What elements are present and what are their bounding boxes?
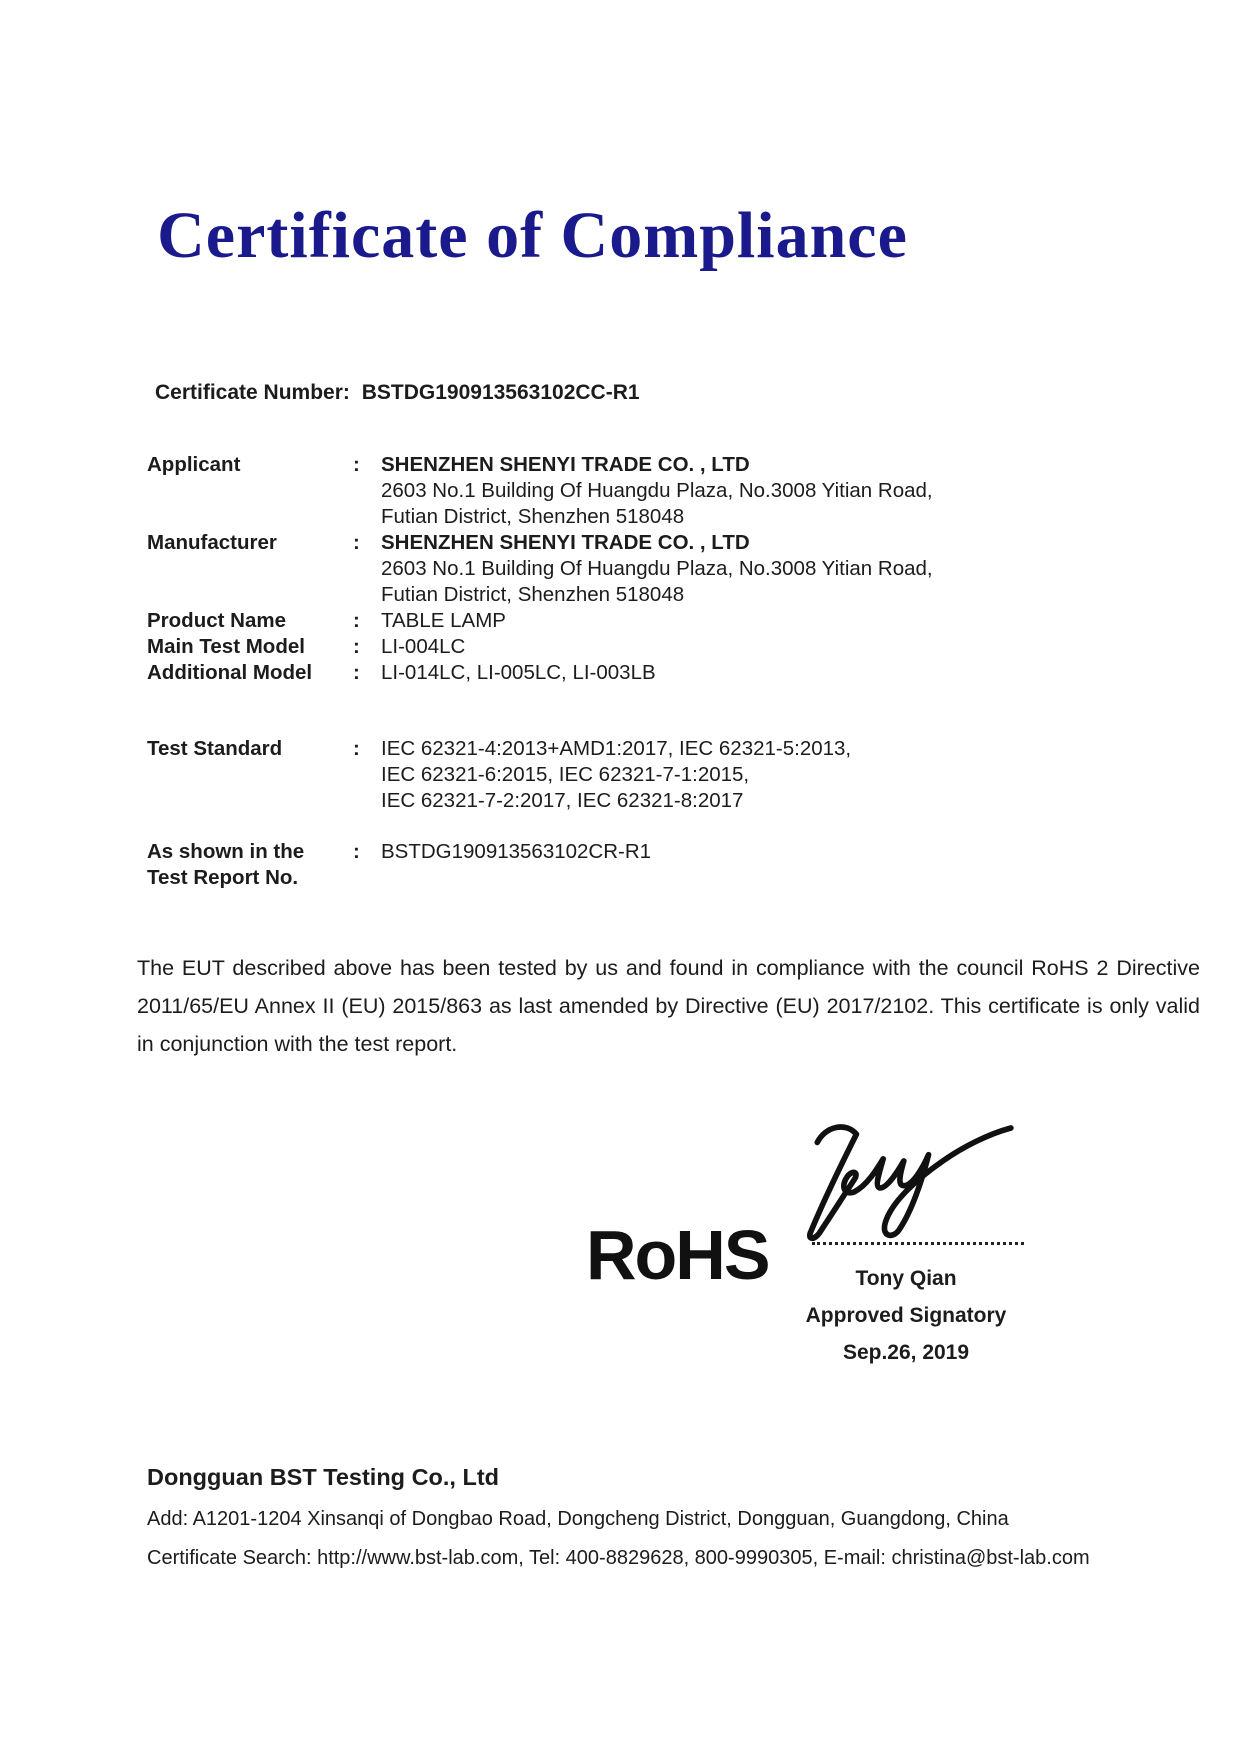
- colon-separator: :: [353, 737, 360, 760]
- field-row-test-report: [147, 839, 1107, 891]
- test-standard-line3: IEC 62321-7-2:2017, IEC 62321-8:2017: [381, 789, 744, 812]
- test-report-value: BSTDG190913563102CR-R1: [381, 840, 652, 863]
- applicant-value: [381, 452, 1107, 530]
- test-standard-line1: IEC 62321-4:2013+AMD1:2017, IEC 62321-5:2013,: [381, 737, 852, 760]
- lab-address: Add: A1201-1204 Xinsanqi of Dongbao Road, Dongcheng District, Dongguan, Guangdong, China: [147, 1508, 1009, 1530]
- signatory-title: Approved Signatory: [805, 1304, 1007, 1327]
- field-row-main-test-model: [147, 634, 1107, 660]
- lab-contact-line: Certificate Search: http://www.bst-lab.com, Tel: 400-8829628, 800-9990305, E-mail: christina@bst-lab.com: [147, 1547, 1090, 1569]
- signature-date: Sep.26, 2019: [842, 1341, 970, 1364]
- test-report-label: [147, 839, 353, 891]
- test-report-label-line1: As shown in the: [147, 840, 305, 863]
- applicant-name: SHENZHEN SHENYI TRADE CO. , LTD: [381, 453, 750, 476]
- section-gap: [147, 686, 1107, 736]
- colon-separator: :: [353, 635, 360, 658]
- signature-line: [812, 1228, 1024, 1245]
- test-standard-label: Test Standard: [147, 737, 283, 760]
- certificate-fields: [147, 452, 1107, 891]
- field-row-test-standard: [147, 736, 1107, 814]
- additional-model-label: Additional Model: [147, 661, 313, 684]
- handwritten-signature: [772, 1114, 1050, 1246]
- manufacturer-value: [381, 530, 1107, 608]
- compliance-statement: The EUT described above has been tested by us and found in compliance with the council RoHS 2 Directive 2011/65/EU Annex II (EU) 2015/863 as last amended by Directive (EU) 2017/2102. This certificate is only valid in conjunction with the test report.: [137, 956, 1200, 1056]
- manufacturer-address-line1: 2603 No.1 Building Of Huangdu Plaza, No.3008 Yitian Road,: [381, 557, 933, 580]
- manufacturer-address-line2: Futian District, Shenzhen 518048: [381, 583, 685, 606]
- colon-separator: :: [353, 531, 360, 554]
- field-row-applicant: [147, 452, 1107, 530]
- colon-separator: :: [353, 840, 360, 863]
- manufacturer-label: Manufacturer: [147, 531, 277, 554]
- product-name-label: Product Name: [147, 609, 286, 632]
- main-test-model-label: Main Test Model: [147, 635, 305, 658]
- page-title: Certificate of Compliance: [157, 199, 908, 272]
- field-row-manufacturer: [147, 530, 1107, 608]
- colon-separator: :: [353, 609, 360, 632]
- colon-separator: :: [353, 453, 360, 476]
- signatory-name: Tony Qian: [855, 1267, 957, 1290]
- signatory-block: [758, 1260, 1054, 1371]
- product-name-value: TABLE LAMP: [381, 609, 506, 632]
- test-report-label-line2: Test Report No.: [147, 866, 299, 889]
- manufacturer-name: SHENZHEN SHENYI TRADE CO. , LTD: [381, 531, 750, 554]
- applicant-address-line1: 2603 No.1 Building Of Huangdu Plaza, No.3008 Yitian Road,: [381, 479, 933, 502]
- rohs-logo: RoHS: [586, 1216, 769, 1294]
- field-row-additional-model: [147, 660, 1107, 686]
- applicant-label: Applicant: [147, 453, 241, 476]
- colon-separator: :: [353, 661, 360, 684]
- section-gap: [147, 814, 1107, 839]
- field-row-product-name: [147, 608, 1107, 634]
- main-test-model-value: LI-004LC: [381, 635, 466, 658]
- additional-model-value: LI-014LC, LI-005LC, LI-003LB: [381, 661, 656, 684]
- certificate-number-label: Certificate Number:: [155, 381, 350, 404]
- certificate-number-value: BSTDG190913563102CC-R1: [361, 381, 640, 404]
- certificate-number-line: [155, 381, 640, 405]
- test-standard-value: [381, 736, 1107, 814]
- applicant-address-line2: Futian District, Shenzhen 518048: [381, 505, 685, 528]
- lab-company-name: Dongguan BST Testing Co., Ltd: [147, 1464, 500, 1490]
- test-standard-line2: IEC 62321-6:2015, IEC 62321-7-1:2015,: [381, 763, 750, 786]
